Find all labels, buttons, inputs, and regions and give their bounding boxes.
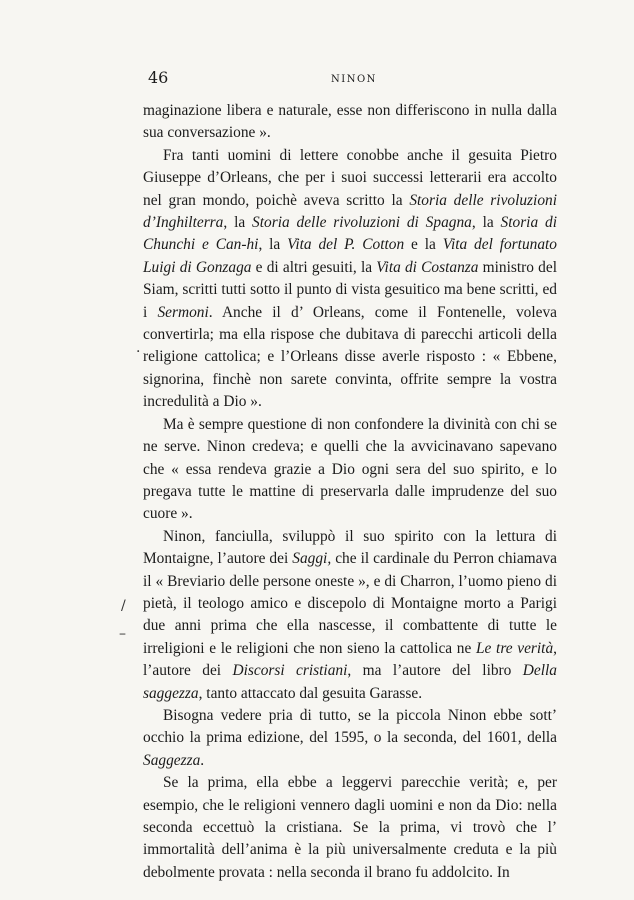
text-block xyxy=(143,100,557,884)
margin-slash-mark: / xyxy=(121,598,126,614)
paragraph-4: Ninon, fanciulla, sviluppò il suo spirito con la lettura di Montaigne, l’autore dei Saggi, che il cardinale du Perron chiamava il « Breviario delle persone oneste », e di Charron, l’uomo pieno di pietà, il teologo amico e discepolo di Montaigne morto a Parigi due anni prima che ella nascesse, il combattente di tutte le irreligioni e le religioni che non sieno la cattolica ne Le tre verità, l’autore dei Discorsi cristiani, ma l’autore del libro Della saggezza, tanto attaccato dal gesuita Garasse. xyxy=(143,527,558,702)
running-head: NINON xyxy=(331,74,377,85)
paragraph-3: Ma è sempre questione di non confondere la divinità con chi se ne serve. Ninon credeva; e quelli che la avvicinavano sapevano che « essa rendeva grazie a Dio ogni sera del suo spirito, e lo pregava tutte le mattine di preservarla dalle imprudenze del suo cuore ». xyxy=(143,415,557,523)
paragraph-1: maginazione libera e naturale, esse non differiscono in nulla dalla sua conversazione ». xyxy=(143,102,557,142)
book-title: Le tre verità xyxy=(476,639,554,657)
paragraph-5: Bisogna vedere pria di tutto, se la piccola Ninon ebbe sott’ occhio la prima edizione, del 1595, o la seconda, del 1601, della Saggezza. xyxy=(143,706,557,769)
book-title: Saggezza xyxy=(143,751,201,769)
page-number: 46 xyxy=(148,68,169,87)
book-title: Sermoni xyxy=(157,303,209,321)
paragraph-2: Fra tanti uomini di lettere conobbe anche il gesuita Pietro Giuseppe d’Orleans, che per i suoi successi letterarii era accolto nel gran mondo, poichè aveva scritto la Storia delle rivoluzioni d’Inghilterra, la Storia delle rivoluzioni di Spagna, la Storia di Chunchi e Can-hi, la Vita del P. Cotton e la Vita del fortunato Luigi di Gonzaga e di altri gesuiti, la Vita di Costanza ministro del Siam, scritti tutti sotto il punto di vista gesuitico ma bene scritti, ed i Sermoni. Anche il d’ Orleans, come il Fontenelle, voleva convertirla; ma ella rispose che dubitava di parecchi articoli della religione cattolica; e l’Orleans disse averle risposto : « Ebbene, signorina, finchè non sarete convinta, offrite sempre la vostra incredulità a Dio ». xyxy=(143,146,557,411)
book-title: Vita del P. Cotton xyxy=(287,236,405,254)
book-title: Della saggezza xyxy=(143,662,557,702)
margin-dash-mark: – xyxy=(119,626,126,642)
book-title: Saggi, xyxy=(292,550,332,568)
margin-dot-mark: · xyxy=(136,344,141,360)
book-title: Vita del fortunato Luigi di Gonzaga xyxy=(143,236,557,276)
book-title: Discorsi cristiani xyxy=(232,662,348,680)
book-title: Storia di Chunchi e Can-hi xyxy=(143,214,557,254)
book-title: Storia delle rivoluzioni di Spagna xyxy=(252,214,472,232)
paragraph-6: Se la prima, ella ebbe a leggervi parecchie verità; e, per esempio, che le religioni vennero dagli uomini e non da Dio: nella seconda eccettuò la cristiana. Se la prima, vi trovò che l’ immortalità dell’anima è la più universalmente creduta e la più debolmente provata : nella seconda il brano fu addolcito. In xyxy=(143,774,557,881)
book-title: Storia delle rivoluzioni d’Inghilterra xyxy=(143,191,557,232)
book-title: Vita di Costanza xyxy=(376,258,479,276)
